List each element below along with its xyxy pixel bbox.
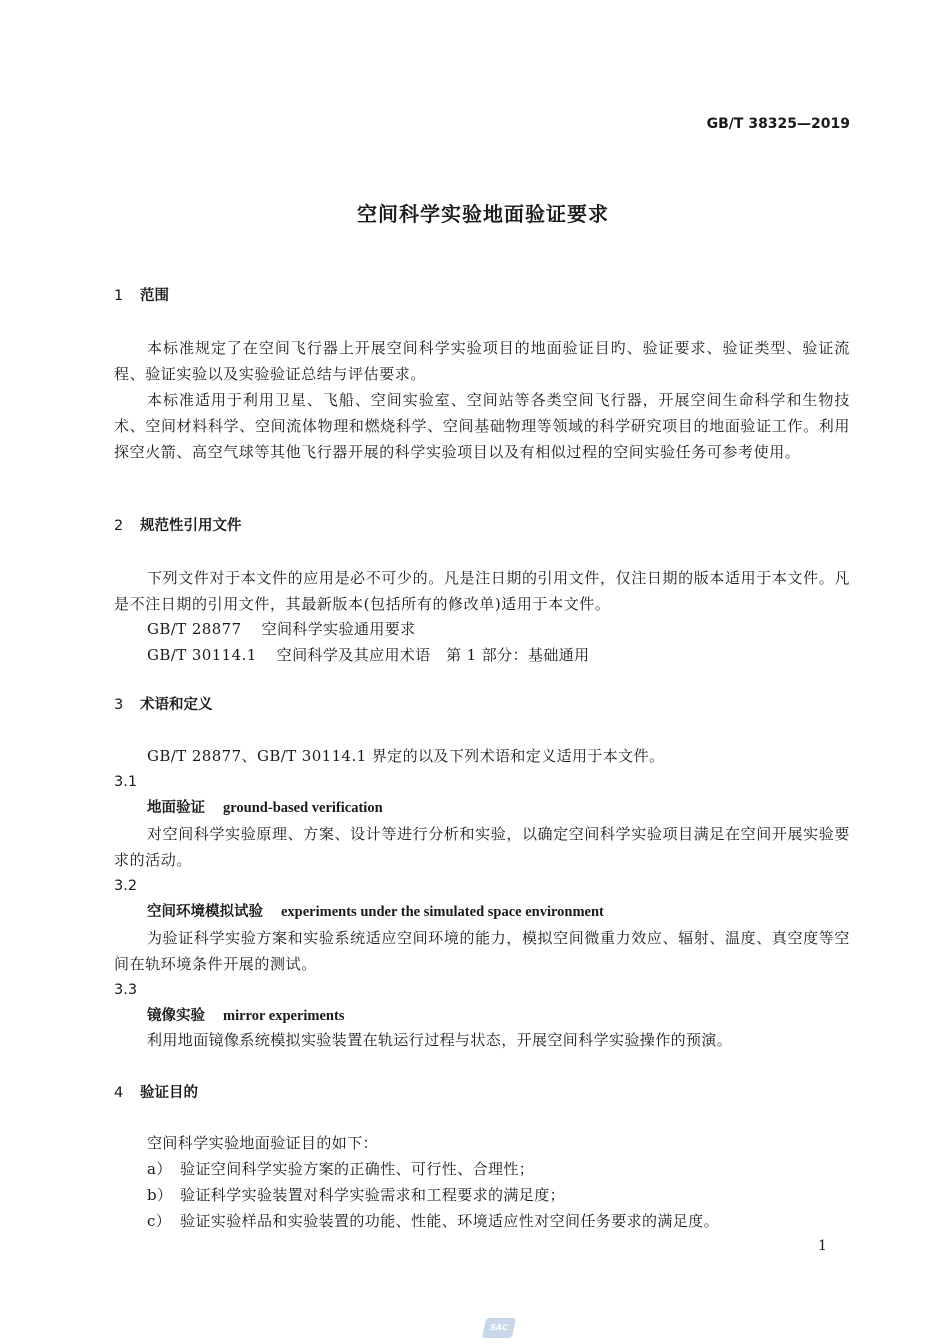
section-title: 规范性引用文件 [140,518,242,534]
list-item [147,1158,534,1180]
term-definition: 对空间科学实验原理、方案、设计等进行分析和实验，以确定空间科学实验项目满足在空间开展实验要求的活动。 [114,825,850,869]
reference-code: GB/T 30114.1 [147,646,257,664]
list-item [147,1210,719,1232]
reference-code: GB/T 28877 [147,620,242,638]
reference-item [147,644,590,666]
section-3-heading [114,694,213,716]
term-zh: 镜像实验 [147,1008,205,1024]
list-text: 验证实验样品和实验装置的功能、性能、环境适应性对空间任务要求的满足度。 [180,1212,720,1230]
list-text: 验证空间科学实验方案的正确性、可行性、合理性； [180,1160,535,1178]
list-marker: c） [147,1212,172,1230]
reference-title: 空间科学及其应用术语 第 1 部分：基础通用 [276,646,590,664]
section-3-intro: GB/T 28877、GB/T 30114.1 界定的以及下列术语和定义适用于本文件。 [147,747,665,765]
term-zh: 空间环境模拟试验 [147,904,263,920]
reference-item [147,618,416,640]
standard-code: GB/T 38325—2019 [706,116,850,132]
section-1-heading [114,285,169,307]
term-number: 3.3 [114,982,138,998]
section-2-paragraph-1: 下列文件对于本文件的应用是必不可少的。凡是注日期的引用文件，仅注日期的版本适用于本文件。凡是不注日期的引用文件，其最新版本(包括所有的修改单)适用于本文件。 [114,569,850,613]
section-1-paragraph-2: 本标准适用于利用卫星、飞船、空间实验室、空间站等各类空间飞行器，开展空间生命科学和生物技术、空间材料科学、空间流体物理和燃烧科学、空间基础物理等领域的科学研究项目的地面验证工作。利用探空火箭、高空气球等其他飞行器开展的科学实验项目以及有相似过程的空间实验任务可参考使用。 [114,391,850,461]
term-number: 3.1 [114,774,138,790]
section-2-heading [114,515,242,537]
section-title: 范围 [140,288,169,304]
section-number: 2 [114,518,124,534]
section-title: 验证目的 [140,1085,198,1101]
list-item [147,1184,565,1206]
term-en: ground-based verification [223,800,383,816]
term-heading [147,901,604,923]
term-heading [147,1005,344,1027]
section-title: 术语和定义 [140,697,213,713]
section-number: 1 [114,288,124,304]
reference-title: 空间科学实验通用要求 [261,620,416,638]
term-en: experiments under the simulated space environment [281,904,604,920]
term-zh: 地面验证 [147,800,205,816]
section-4-heading [114,1082,198,1104]
section-1-paragraph-1: 本标准规定了在空间飞行器上开展空间科学实验项目的地面验证目旳、验证要求、验证类型、验证流程、验证实验以及实验验证总结与评估要求。 [114,339,850,383]
watermark-text: SAC [489,1323,509,1332]
page-number: 1 [818,1238,827,1254]
term-en: mirror experiments [223,1008,345,1024]
section-number: 4 [114,1085,124,1101]
section-number: 3 [114,697,124,713]
list-marker: b） [147,1186,173,1204]
term-definition: 为验证科学实验方案和实验系统适应空间环境的能力，模拟空间微重力效应、辐射、温度、真空度等空间在轨环境条件开展的测试。 [114,929,850,973]
term-definition: 利用地面镜像系统模拟实验装置在轨运行过程与状态，开展空间科学实验操作的预演。 [147,1031,733,1049]
list-marker: a） [147,1160,172,1178]
document-title: 空间科学实验地面验证要求 [357,202,609,226]
sac-watermark-logo [482,1318,516,1338]
term-number: 3.2 [114,878,138,894]
list-text: 验证科学实验装置对科学实验需求和工程要求的满足度； [180,1186,566,1204]
term-heading [147,797,383,819]
section-4-intro: 空间科学实验地面验证目的如下： [147,1134,379,1152]
